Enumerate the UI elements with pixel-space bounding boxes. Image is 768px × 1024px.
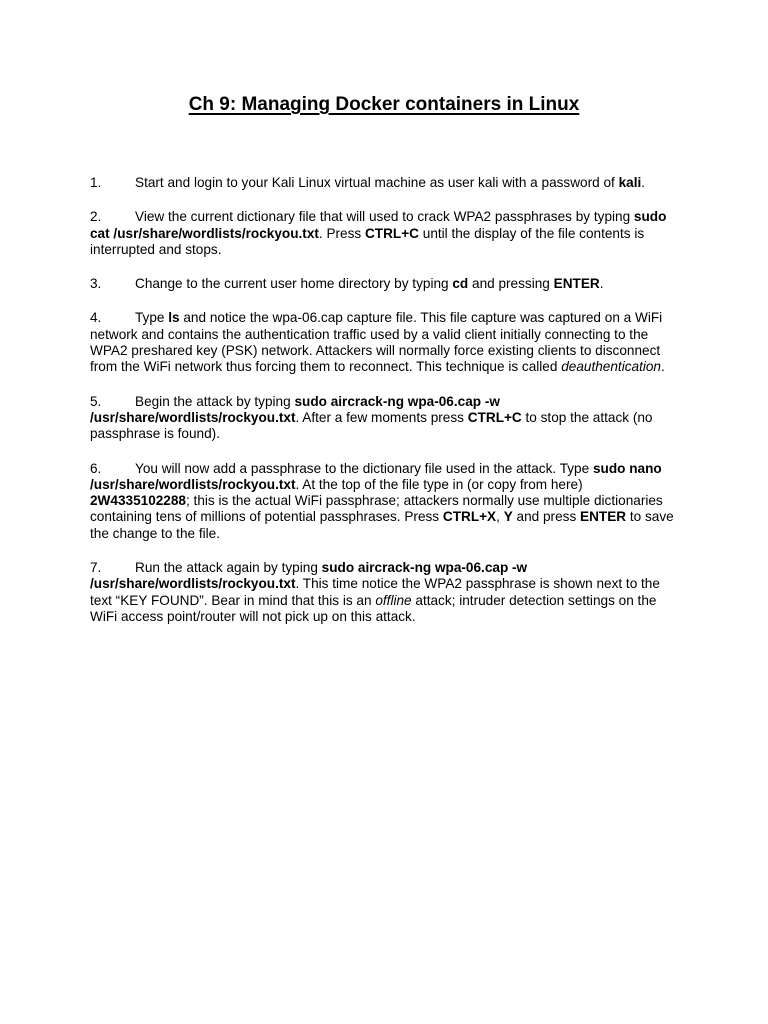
- step-text: to save the change to the file.: [90, 509, 674, 541]
- document-title: Ch 9: Managing Docker containers in Linux: [188, 94, 580, 115]
- step-text: to stop the attack (no passphrase is found).: [90, 409, 653, 442]
- step-number: 4.: [90, 310, 102, 326]
- step-text: . Press: [318, 225, 365, 241]
- step-text-bold: CTRL+X: [442, 509, 497, 525]
- step-2: [90, 209, 682, 258]
- step-text: . After a few moments press: [295, 409, 468, 425]
- document-title-wrapper: [0, 92, 768, 118]
- step-text: and notice the wpa-06.cap capture file. This file capture was captured on a WiFi network and contains the authentication traffic used by a valid client initially connecting to the WPA2 preshared key (PSK) network. Attackers will normally force existing clients to disconnect from the WiFi network thus forcing them to reconnect. This technique is called: [90, 310, 663, 375]
- step-text-italic: deauthentication: [561, 359, 661, 375]
- step-text-bold: sudo cat /usr/share/wordlists/rockyou.txt: [90, 209, 667, 241]
- step-text: . At the top of the file type in (or copy from here): [295, 476, 583, 492]
- step-text: .: [599, 276, 604, 292]
- step-text: Type: [135, 310, 169, 326]
- step-text: Change to the current user home directory by typing: [135, 276, 453, 292]
- step-text: .: [641, 175, 646, 190]
- step-text-bold: CTRL+C: [467, 409, 522, 425]
- step-number: 7.: [90, 560, 102, 576]
- step-text-italic: offline: [375, 592, 412, 608]
- step-text: Run the attack again by typing: [135, 560, 322, 576]
- step-4: [90, 310, 682, 375]
- step-text: . This time notice the WPA2 passphrase is shown next to the text “KEY FOUND”. Bear in mind that this is an: [90, 576, 660, 608]
- step-text: Start and login to your Kali Linux virtual machine as user kali with a password of: [135, 175, 619, 190]
- step-text-bold: ls: [168, 310, 180, 326]
- step-text-bold: sudo aircrack-ng wpa-06.cap -w /usr/share/wordlists/rockyou.txt: [90, 393, 500, 425]
- step-text: ,: [496, 509, 504, 525]
- step-text: ; this is the actual WiFi passphrase; attackers normally use multiple dictionaries containing tens of millions of potential passphrases. Press: [90, 493, 663, 525]
- step-7: [90, 560, 682, 625]
- step-text: and pressing: [468, 276, 554, 292]
- step-text-bold: CTRL+C: [364, 225, 419, 241]
- step-number: 3.: [90, 276, 102, 292]
- step-text: attack; intruder detection settings on the WiFi access point/router will not pick up on this attack.: [90, 592, 657, 624]
- step-6: [90, 461, 682, 542]
- steps-list: [90, 175, 682, 643]
- step-text: Begin the attack by typing: [135, 393, 295, 409]
- step-text-bold: sudo nano /usr/share/wordlists/rockyou.txt: [90, 460, 662, 492]
- step-text-bold: ENTER: [553, 276, 600, 292]
- step-text: and press: [512, 509, 581, 525]
- step-5: [90, 394, 682, 443]
- step-text-bold: ENTER: [580, 509, 627, 525]
- step-text-bold: Y: [503, 509, 513, 525]
- step-number: 6.: [90, 460, 102, 476]
- step-text: .: [661, 359, 665, 375]
- step-text-bold: 2W4335102288: [90, 493, 186, 509]
- step-number: 2.: [90, 209, 102, 225]
- step-text: View the current dictionary file that will used to crack WPA2 passphrases by typing: [135, 209, 634, 225]
- step-text: You will now add a passphrase to the dictionary file used in the attack. Type: [135, 460, 593, 476]
- step-text-bold: cd: [452, 276, 469, 292]
- step-3: [90, 276, 682, 292]
- step-text: until the display of the file contents is interrupted and stops.: [90, 225, 645, 257]
- step-1: [90, 175, 682, 191]
- step-text-bold: sudo aircrack-ng wpa-06.cap -w /usr/share/wordlists/rockyou.txt: [90, 560, 528, 592]
- step-text-bold: kali: [618, 175, 642, 190]
- step-number: 1.: [90, 175, 102, 190]
- step-number: 5.: [90, 393, 102, 409]
